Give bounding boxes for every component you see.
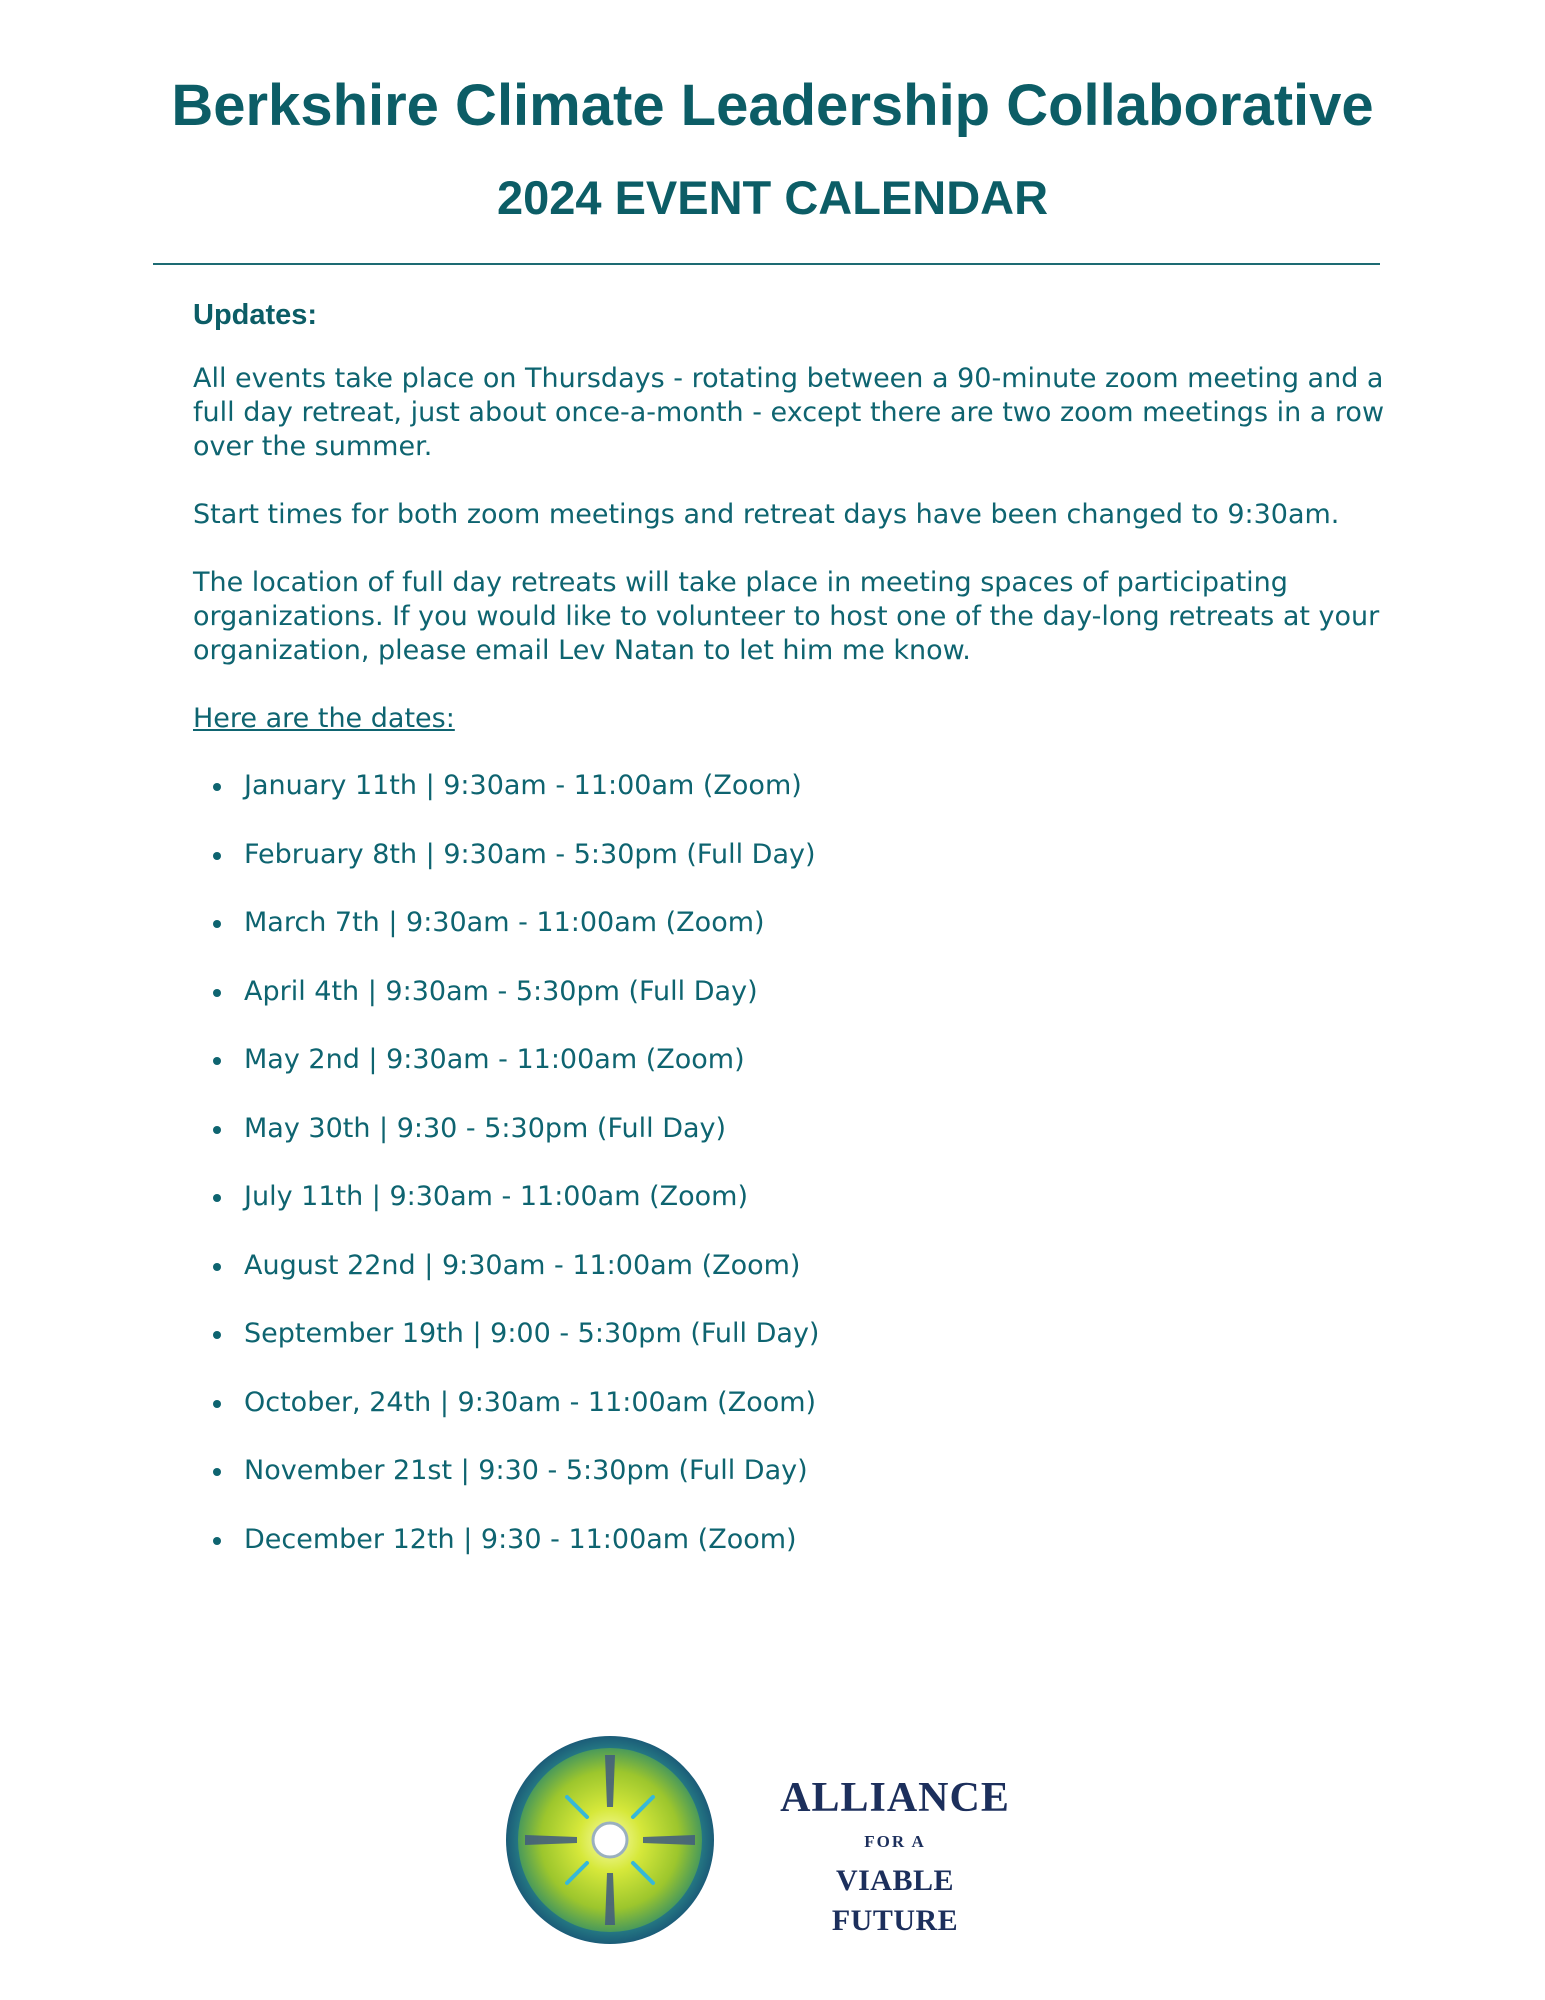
bullet-icon [213,1263,221,1271]
bullet-icon [213,1126,221,1134]
date-text: January 11th | 9:30am - 11:00am (Zoom) [244,770,802,801]
date-item [193,769,1393,803]
date-text: December 12th | 9:30 - 11:00am (Zoom) [244,1523,797,1555]
date-text: August 22nd | 9:30am - 11:00am (Zoom) [244,1249,801,1281]
bullet-icon [213,1468,221,1476]
date-text: November 21st | 9:30 - 5:30pm (Full Day) [244,1455,808,1486]
bullet-icon [213,1331,221,1339]
org-name-line2: FOR A [864,1832,926,1851]
bullet-icon [213,783,221,791]
date-text: May 30th | 9:30 - 5:30pm (Full Day) [244,1112,727,1144]
date-item [193,975,1393,1009]
bullet-icon [213,1537,221,1545]
date-list [193,769,1393,1557]
date-item [193,1249,1393,1283]
content [193,298,1393,1591]
bullet-icon [213,1400,221,1408]
date-item [193,1112,1393,1146]
updates-paragraph-1: All events take place on Thursdays - rotating between a 90-minute zoom meeting and a full day retreat, just about once-a-month - except there are two zoom meetings in a row over the summer. [193,363,1385,462]
bullet-icon [213,1057,221,1065]
date-item [193,1523,1393,1557]
bullet-icon [213,989,221,997]
date-text: February 8th | 9:30am - 5:30pm (Full Day) [244,838,816,870]
date-text: July 11th | 9:30am - 11:00am (Zoom) [244,1181,748,1212]
header-divider [153,263,1380,265]
page-title: Berkshire Climate Leadership Collaborative [171,73,1374,138]
date-item [193,1454,1393,1488]
bullet-icon [213,1194,221,1202]
date-item [193,1317,1393,1351]
dates-heading: Here are the dates: [193,703,455,734]
org-name [775,1773,1015,1941]
date-item [193,1180,1393,1214]
date-text: March 7th | 9:30am - 11:00am (Zoom) [244,907,765,938]
date-text: May 2nd | 9:30am - 11:00am (Zoom) [244,1044,745,1075]
updates-paragraph-2: Start times for both zoom meetings and retreat days have been changed to 9:30am. [193,499,1340,530]
org-name-line3: VIABLE FUTURE [831,1864,959,1937]
date-text: October, 24th | 9:30am - 11:00am (Zoom) [244,1386,817,1418]
org-name-line1: ALLIANCE [780,1775,1010,1821]
date-item [193,1386,1393,1420]
date-text: September 19th | 9:00 - 5:30pm (Full Day) [244,1318,820,1349]
bullet-icon [213,852,221,860]
page-subtitle: 2024 EVENT CALENDAR [496,171,1049,224]
date-item [193,838,1393,872]
date-item [193,906,1393,940]
date-item [193,1043,1393,1077]
updates-paragraph-3: The location of full day retreats will take place in meeting spaces of participating organizations. If you would like to volunteer to host one of the day-long retreats at your organization, please email Lev Natan to let him me know. [193,567,1380,666]
compass-star-logo-icon [505,1735,715,1945]
updates-heading: Updates: [193,299,318,331]
bullet-icon [213,920,221,928]
date-text: April 4th | 9:30am - 5:30pm (Full Day) [244,975,758,1007]
